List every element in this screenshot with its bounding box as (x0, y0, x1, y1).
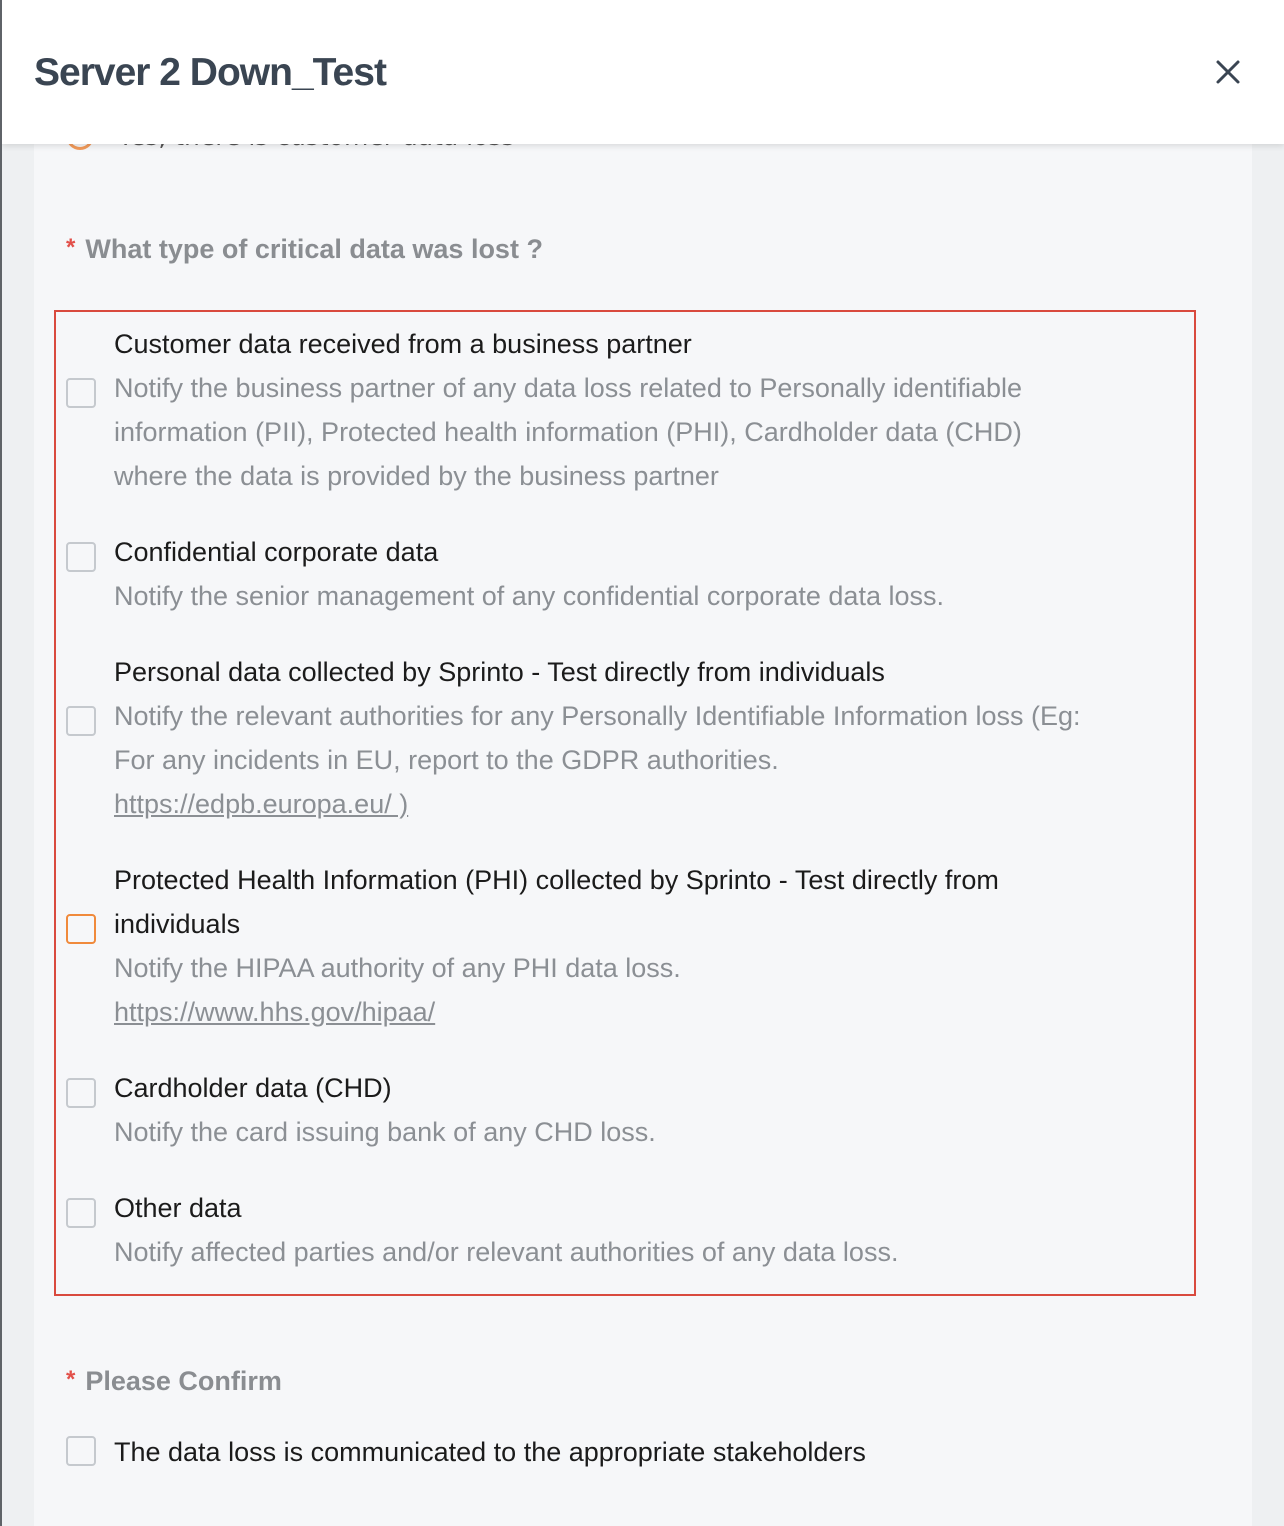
confirm-question: Please Confirm (85, 1366, 282, 1396)
option-text (114, 1186, 1174, 1274)
option-description: Notify the senior management of any confidential corporate data loss. (114, 581, 944, 611)
option-description: Notify the HIPAA authority of any PHI data loss. (114, 953, 681, 983)
required-marker: * (66, 1366, 76, 1393)
option-description: Notify the relevant authorities for any Personally Identifiable Information loss (Eg: (114, 701, 1081, 731)
option-description: Notify the business partner of any data loss related to Personally identifiable (114, 373, 1023, 403)
question-text: What type of critical data was lost ? (85, 234, 543, 264)
modal-title: Server 2 Down_Test (34, 51, 386, 94)
hipaa-link[interactable]: https://www.hhs.gov/hipaa/ (114, 997, 436, 1027)
checkbox-confidential-data[interactable] (66, 542, 96, 572)
modal-panel (2, 0, 1284, 1526)
checkbox-confirm[interactable] (66, 1436, 96, 1466)
close-button[interactable] (1208, 52, 1248, 92)
option-text (114, 322, 1174, 498)
gdpr-link[interactable]: https://edpb.europa.eu/ ) (114, 789, 409, 819)
option-description: Notify affected parties and/or relevant authorities of any data loss. (114, 1237, 899, 1267)
option-description: Notify the card issuing bank of any CHD loss. (114, 1117, 656, 1147)
option-description: For any incidents in EU, report to the GDPR authorities. (114, 745, 779, 775)
checkbox-customer-data[interactable] (66, 378, 96, 408)
required-marker: * (66, 234, 76, 261)
option-title: Protected Health Information (PHI) collected by Sprinto - Test directly from (114, 865, 999, 895)
form-card (34, 100, 1252, 1526)
question-heading (66, 234, 543, 265)
confirm-heading (66, 1366, 282, 1397)
checkbox-phi-data[interactable] (66, 914, 96, 944)
option-title: Confidential corporate data (114, 537, 439, 567)
checkbox-cardholder-data[interactable] (66, 1078, 96, 1108)
option-title: Other data (114, 1193, 242, 1223)
option-title: individuals (114, 909, 241, 939)
option-description: where the data is provided by the business partner (114, 461, 719, 491)
option-text (114, 1430, 1174, 1474)
checkbox-other-data[interactable] (66, 1198, 96, 1228)
confirm-label: The data loss is communicated to the appropriate stakeholders (114, 1437, 866, 1467)
option-text (114, 530, 1174, 618)
close-icon (1215, 59, 1241, 85)
option-title: Cardholder data (CHD) (114, 1073, 392, 1103)
option-text (114, 650, 1174, 826)
modal-header (2, 0, 1284, 144)
option-text (114, 858, 1174, 1034)
checkbox-personal-data[interactable] (66, 706, 96, 736)
option-title: Customer data received from a business partner (114, 329, 692, 359)
option-text (114, 1066, 1174, 1154)
option-title: Personal data collected by Sprinto - Test directly from individuals (114, 657, 885, 687)
option-description: information (PII), Protected health information (PHI), Cardholder data (CHD) (114, 417, 1022, 447)
